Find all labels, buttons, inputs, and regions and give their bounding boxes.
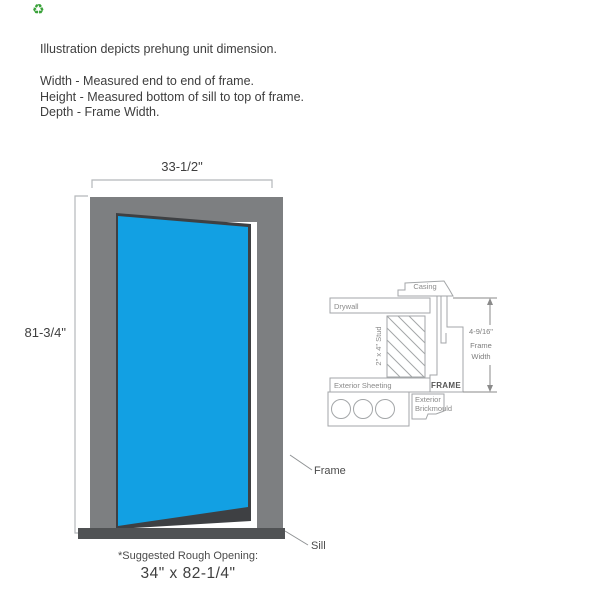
recycle-icon: ♻	[32, 1, 45, 17]
width-dim-label: 33-1/2"	[161, 159, 203, 174]
cs-brickmould-box	[328, 392, 409, 426]
cs-drywall-label: Drywall	[334, 302, 359, 311]
cs-frame-profile	[430, 296, 463, 392]
sill-leader-line	[285, 531, 308, 545]
door-panel	[118, 216, 248, 526]
cs-brickmould-label-1: Exterior	[415, 395, 441, 404]
intro-line-1: Illustration depicts prehung unit dimension.	[40, 42, 277, 56]
cs-stud-hatch-lines	[387, 316, 425, 377]
cs-dim-arrow-down	[487, 385, 493, 392]
cs-brickmould-circle	[376, 400, 395, 419]
frame-callout-label: Frame	[314, 465, 346, 477]
width-dim-bracket	[92, 180, 272, 188]
cs-dim-arrow-up	[487, 298, 493, 305]
rough-opening-note: *Suggested Rough Opening:	[117, 550, 259, 562]
cs-frame-label: FRAME	[431, 381, 461, 390]
cs-stud-label: 2" x 4" Stud	[374, 326, 383, 366]
sill-callout-label: Sill	[311, 540, 326, 552]
door-sill	[78, 528, 285, 539]
cs-brickmould-circle	[332, 400, 351, 419]
cs-dim-label-1: Frame	[470, 341, 492, 350]
cs-casing-label: Casing	[413, 282, 437, 291]
frame-leader-line	[290, 455, 312, 470]
cs-sheeting-label: Exterior Sheeting	[334, 381, 392, 390]
height-dim-label: 81-3/4"	[24, 325, 66, 340]
cs-dim-label-2: Width	[471, 352, 491, 361]
intro-line-4: Depth - Frame Width.	[40, 105, 160, 120]
cs-brickmould-circle	[354, 400, 373, 419]
intro-line-2: Width - Measured end to end of frame.	[40, 74, 254, 89]
height-dim-bracket	[75, 196, 88, 533]
cs-dim-value: 4-9/16"	[469, 327, 493, 336]
rough-opening-value: 34" x 82-1/4"	[140, 565, 236, 582]
cs-brickmould-label-2: Brickmould	[415, 404, 453, 413]
intro-line-3: Height - Measured bottom of sill to top of frame.	[40, 89, 305, 104]
